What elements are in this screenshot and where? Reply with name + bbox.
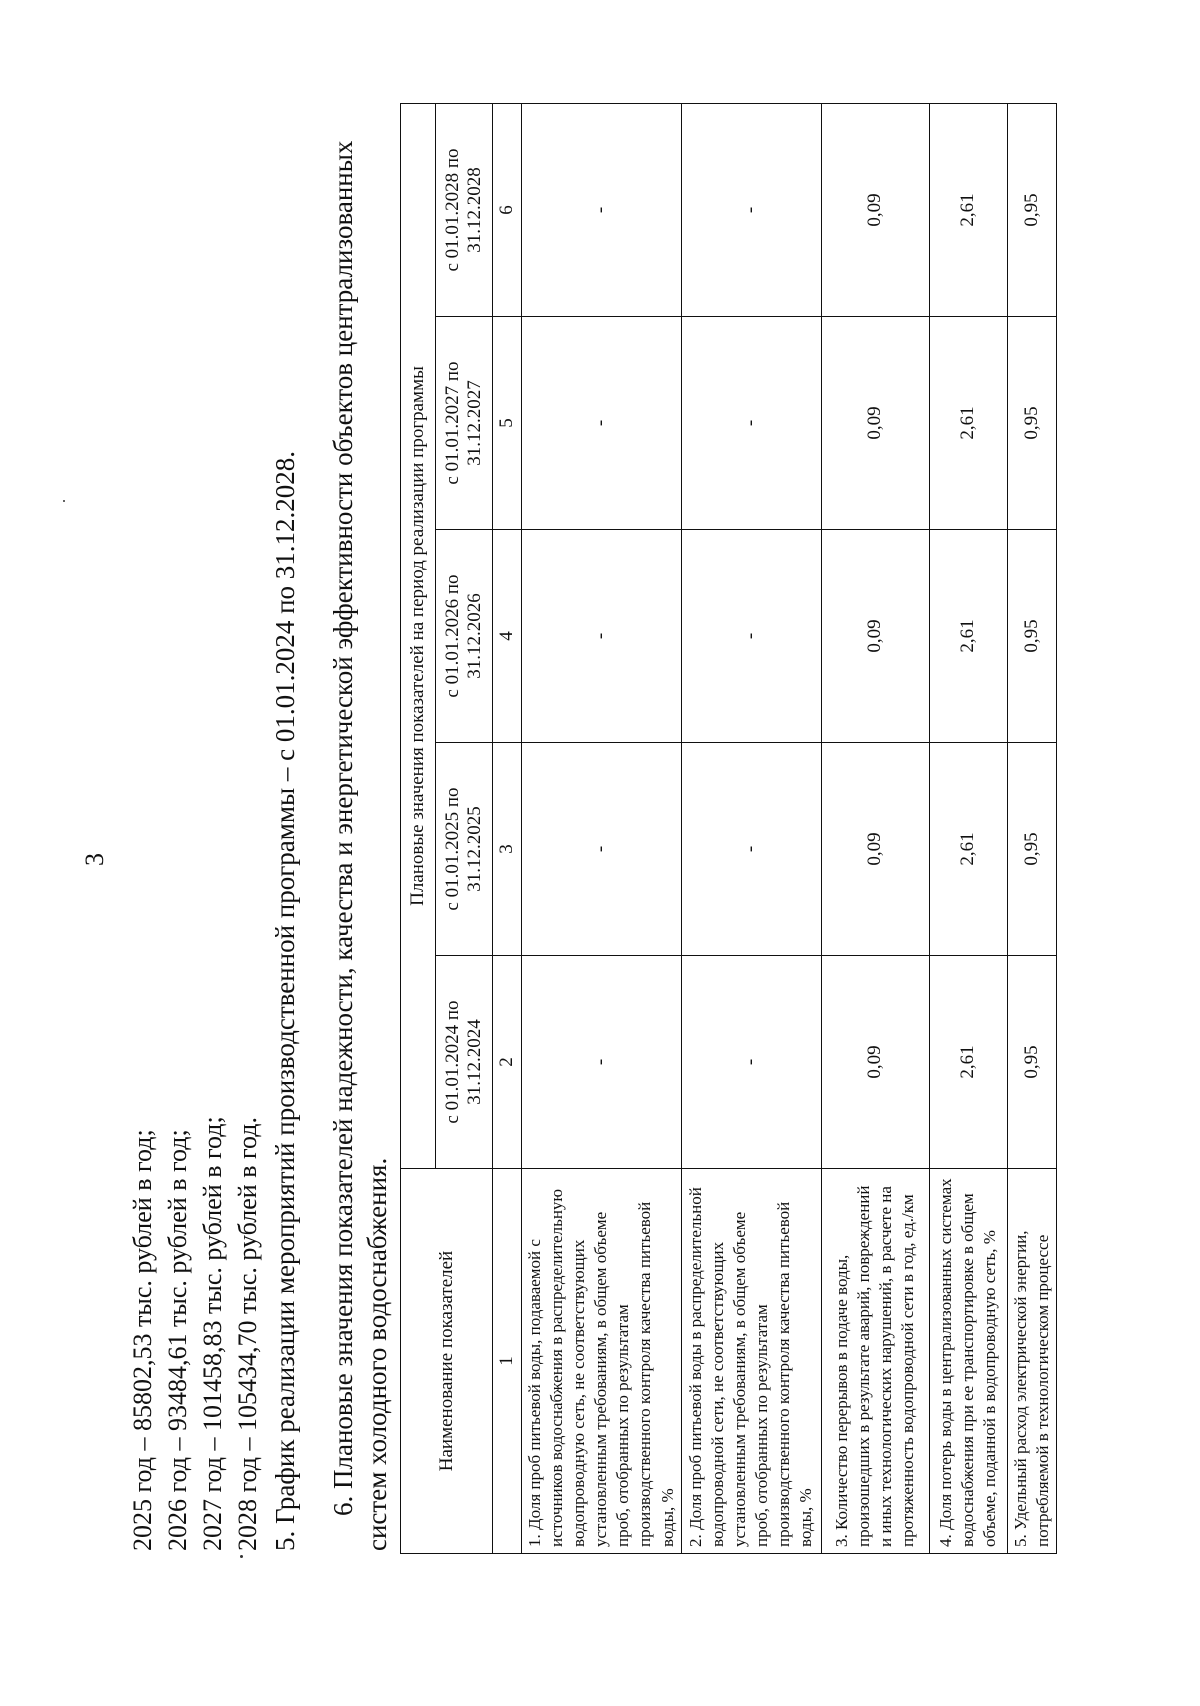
header-period-2026: с 01.01.2026 по 31.12.2026 [436, 530, 493, 743]
table-row [522, 103, 682, 1553]
indicator-value: 2,61 [929, 743, 1007, 956]
section-5-schedule: 5. График реализации мероприятий производственной программы – с 01.01.2024 по 31.12.2028. [270, 450, 300, 1551]
indicator-value: - [681, 956, 821, 1169]
indicator-value: - [681, 317, 821, 530]
budget-line-2028: 2028 год – 105434,70 тыс. рублей в год. [233, 1117, 262, 1551]
indicator-value: - [681, 743, 821, 956]
indicator-value: 0,95 [1007, 956, 1056, 1169]
indicator-value: - [681, 103, 821, 316]
column-number: 4 [493, 530, 522, 743]
indicator-value: 2,61 [929, 956, 1007, 1169]
indicator-value: 2,61 [929, 103, 1007, 316]
scan-speck [240, 1555, 243, 1558]
indicator-value: 2,61 [929, 530, 1007, 743]
indicator-value: 0,09 [821, 956, 929, 1169]
column-number: 6 [493, 103, 522, 316]
section-6-heading-continued: систем холодного водоснабжения. [362, 1157, 392, 1551]
table-row [929, 103, 1007, 1553]
table-row [681, 103, 821, 1553]
indicator-value: 0,09 [821, 530, 929, 743]
page-number: 3 [80, 853, 109, 866]
indicator-value: 0,09 [821, 317, 929, 530]
indicator-name: 3. Количество перерывов в подаче воды, произошедших в результате аварий, повреждений и иных технологических нарушений, в расчете на протяженность водопроводной сети в год, ед./км [821, 1169, 929, 1554]
indicator-name: 4. Доля потерь воды в централизованных системах водоснабжения при ее транспортировке в общем объеме, поданной в водопроводную сеть, % [929, 1169, 1007, 1554]
indicator-name: 1. Доля проб питьевой воды, подаваемой с источников водоснабжения в распределительную водопроводную сеть, не соответствующих установленным требованиям, в общем объеме проб, отобранных по результатам производственного контроля качества питьевой воды, % [522, 1169, 682, 1554]
header-planned-values: Плановые значения показателей на период реализации программы [401, 103, 436, 1168]
column-number: 1 [493, 1169, 522, 1554]
budget-line-2026: 2026 год – 93484,61 тыс. рублей в год; [163, 1129, 192, 1551]
indicator-value: 0,09 [821, 103, 929, 316]
header-period-2027: с 01.01.2027 по 31.12.2027 [436, 317, 493, 530]
indicator-value: - [522, 956, 682, 1169]
header-period-2025: с 01.01.2025 по 31.12.2025 [436, 743, 493, 956]
section-6-heading: 6. Плановые значения показателей надежности, качества и энергетической эффективности объектов централизованных [328, 140, 358, 1516]
indicators-table [400, 103, 1057, 1554]
scan-speck [63, 500, 65, 502]
indicator-name: 5. Удельный расход электрической энергии, потребляемой в технологическом процессе [1007, 1169, 1056, 1554]
column-number: 5 [493, 317, 522, 530]
indicator-value: - [522, 743, 682, 956]
indicator-value: 0,09 [821, 743, 929, 956]
budget-line-2027: 2027 год – 101458,83 тыс. рублей в год; [198, 1116, 227, 1551]
column-number: 3 [493, 743, 522, 956]
indicator-value: 0,95 [1007, 743, 1056, 956]
column-number: 2 [493, 956, 522, 1169]
indicator-value: 0,95 [1007, 317, 1056, 530]
indicator-name: 2. Доля проб питьевой воды в распределительной водопроводной сети, не соответствующих установленным требованиям, в общем объеме проб, отобранных по результатам производственного контроля качества питьевой воды, % [681, 1169, 821, 1554]
table-row [1007, 103, 1056, 1553]
header-indicator-name: Наименование показателей [401, 1169, 493, 1554]
indicator-value: 0,95 [1007, 103, 1056, 316]
indicator-value: 0,95 [1007, 530, 1056, 743]
budget-line-2025: 2025 год – 85802,53 тыс. рублей в год; [128, 1129, 157, 1551]
indicator-value: - [522, 530, 682, 743]
table-row [821, 103, 929, 1553]
indicator-value: - [522, 103, 682, 316]
indicator-value: - [522, 317, 682, 530]
indicator-value: 2,61 [929, 317, 1007, 530]
header-period-2028: с 01.01.2028 по 31.12.2028 [436, 103, 493, 316]
header-period-2024: с 01.01.2024 по 31.12.2024 [436, 956, 493, 1169]
indicator-value: - [681, 530, 821, 743]
